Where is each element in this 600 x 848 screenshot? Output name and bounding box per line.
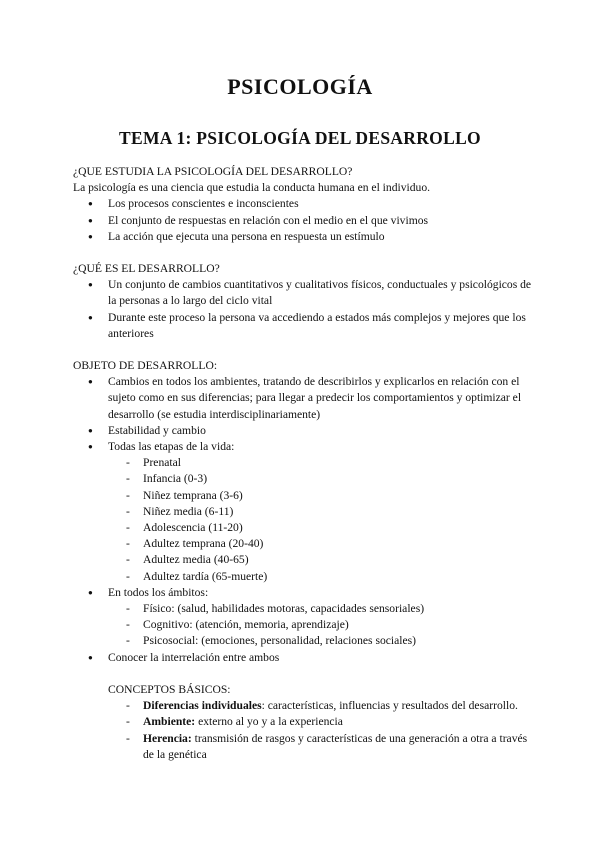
stages-list — [108, 455, 533, 585]
concept-item — [108, 714, 533, 730]
concept-term: Ambiente: — [143, 715, 196, 729]
paragraph: La psicología es una ciencia que estudia la conducta humana en el individuo. — [73, 181, 431, 195]
concept-definition: : características, influencias y resultados del desarrollo. — [261, 699, 518, 713]
list-item — [73, 439, 533, 585]
list-item: ● Conocer la interrelación entre ambos — [73, 650, 533, 666]
concept-item — [108, 731, 533, 763]
stage-item: - Adolescencia (11-20) — [108, 520, 533, 536]
concepts-block — [108, 682, 533, 763]
stage-item: - Infancia (0-3) — [108, 471, 533, 487]
concept-definition: transmisión de rasgos y características de una generación a otra a través de la genética — [143, 731, 528, 761]
list-item-text: En todos los ámbitos: — [108, 585, 209, 599]
concepts-list — [108, 698, 533, 763]
domain-item: - Cognitivo: (atención, memoria, aprendizaje) — [108, 617, 533, 633]
topic-title: TEMA 1: PSICOLOGÍA DEL DESARROLLO — [119, 128, 481, 148]
section-heading: OBJETO DE DESARROLLO: — [73, 359, 218, 373]
list-item — [73, 585, 533, 650]
list-item: ● Un conjunto de cambios cuantitativos y cualitativos físicos, conductuales y psicológicos de la personas a lo largo del ciclo vital — [73, 277, 533, 309]
document-title: PSICOLOGÍA — [227, 74, 373, 99]
stage-item: - Adultez media (40-65) — [108, 552, 533, 568]
section-heading: ¿QUÉ ES EL DESARROLLO? — [73, 262, 220, 276]
section-heading: CONCEPTOS BÁSICOS: — [108, 682, 231, 696]
bullet-list — [73, 277, 533, 342]
concept-term: Herencia: — [143, 731, 192, 745]
list-item: ● El conjunto de respuestas en relación con el medio en el que vivimos — [73, 213, 533, 229]
stage-item: - Adultez temprana (20-40) — [108, 536, 533, 552]
domains-list — [108, 601, 533, 650]
document-body — [73, 164, 533, 763]
stage-item: - Prenatal — [108, 455, 533, 471]
list-item: ● Estabilidad y cambio — [73, 423, 533, 439]
domain-item: - Psicosocial: (emociones, personalidad, relaciones sociales) — [108, 633, 533, 649]
bullet-list — [73, 196, 533, 245]
list-item-text: Todas las etapas de la vida: — [108, 440, 235, 454]
list-item: ● Cambios en todos los ambientes, tratando de describirlos y explicarlos en relación con el sujeto como en sus diferencias; para llegar a predecir los comportamientos y optimizar el desarrollo (se estudia interdisciplinariamente) — [73, 374, 533, 423]
stage-item: - Niñez temprana (3-6) — [108, 488, 533, 504]
concept-definition: externo al yo y a la experiencia — [195, 715, 343, 729]
stage-item: - Niñez media (6-11) — [108, 504, 533, 520]
list-item: ● La acción que ejecuta una persona en respuesta un estímulo — [73, 229, 533, 245]
stage-item: - Adultez tardía (65-muerte) — [108, 569, 533, 585]
concept-item — [108, 698, 533, 714]
bullet-list — [73, 374, 533, 666]
section-heading: ¿QUE ESTUDIA LA PSICOLOGÍA DEL DESARROLLO? — [73, 165, 353, 178]
list-item: ● Durante este proceso la persona va accediendo a estados más complejos y mejores que los anteriores — [73, 310, 533, 342]
concept-term: Diferencias individuales — [143, 699, 262, 713]
domain-item: - Físico: (salud, habilidades motoras, capacidades sensoriales) — [108, 601, 533, 617]
list-item: ● Los procesos conscientes e inconscientes — [73, 196, 533, 212]
